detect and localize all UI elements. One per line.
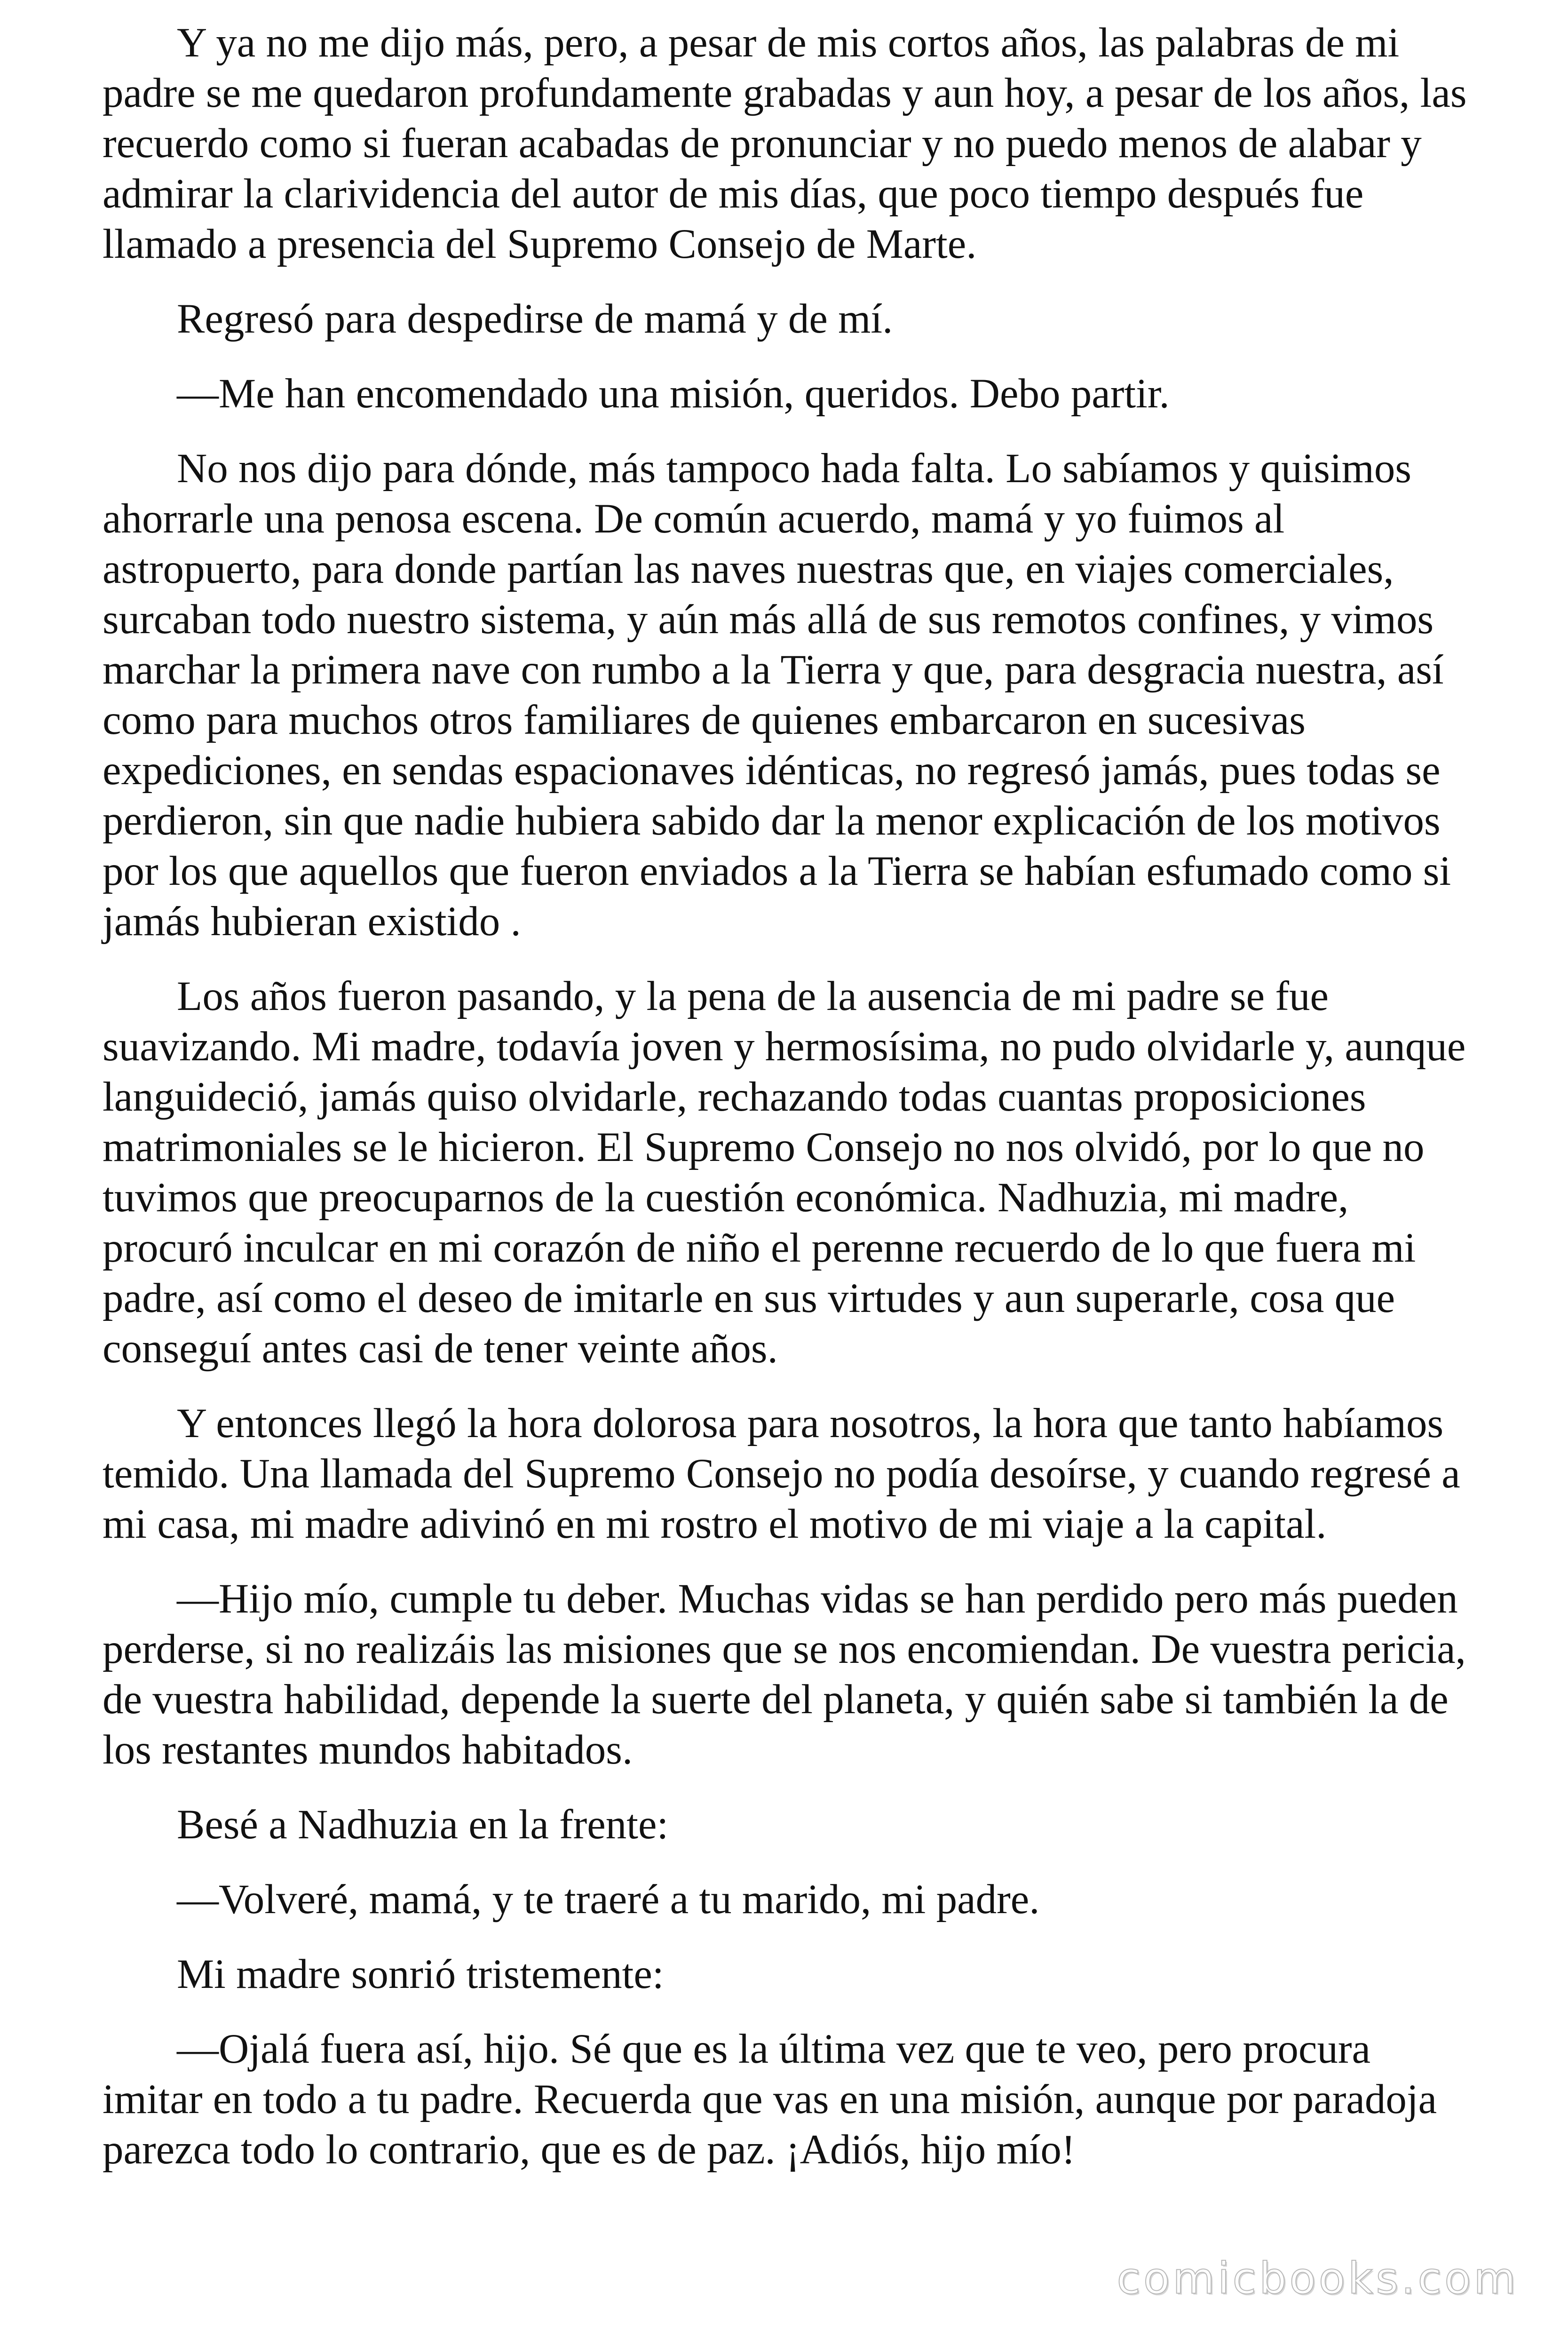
- paragraph: Los años fueron pasando, y la pena de la ausencia de mi padre se fue suavizando. Mi madre, todavía joven y hermosísima, no pudo olvidarle y, aunque languideció, jamás quiso olvidarle, rechazando todas cuantas proposiciones matrimoniales se le hicieron. El Supremo Consejo no nos olvidó, por lo que no tuvimos que preocuparnos de la cuestión económica. Nadhuzia, mi madre, procuró inculcar en mi corazón de niño el perenne recuerdo de lo que fuera mi padre, así como el deseo de imitarle en sus virtudes y aun superarle, cosa que conseguí antes casi de tener veinte años.: [103, 973, 1466, 1372]
- paragraph: Y entonces llegó la hora dolorosa para nosotros, la hora que tanto habíamos temido. Una llamada del Supremo Consejo no podía desoírse, y cuando regresé a mi casa, mi madre adivinó en mi rostro el motivo de mi viaje a la capital.: [103, 1400, 1460, 1547]
- paragraph: —Ojalá fuera así, hijo. Sé que es la última vez que te veo, pero procura imitar en todo a tu padre. Recuerda que vas en una misión, aunque por paradoja parezca todo lo contrario, que es de paz. ¡Adiós, hijo mío!: [103, 2026, 1437, 2173]
- paragraph: Y ya no me dijo más, pero, a pesar de mis cortos años, las palabras de mi padre se me quedaron profundamente grabadas y aun hoy, a pesar de los años, las recuerdo como si fueran acabadas de pronunciar y no puedo menos de alabar y admirar la clarividencia del autor de mis días, que poco tiempo después fue llamado a presencia del Supremo Consejo de Marte.: [103, 20, 1467, 267]
- watermark: comicbooks.com: [1117, 2253, 1519, 2304]
- paragraph: —Volveré, mamá, y te traeré a tu marido, mi padre.: [177, 1876, 1040, 1923]
- page-body: [103, 18, 1469, 2200]
- paragraph: —Hijo mío, cumple tu deber. Muchas vidas se han perdido pero más pueden perderse, si no realizáis las misiones que se nos encomiendan. De vuestra pericia, de vuestra habilidad, depende la suerte del planeta, y quién sabe si también la de los restantes mundos habitados.: [103, 1576, 1466, 1773]
- paragraph: Besé a Nadhuzia en la frente:: [177, 1802, 669, 1848]
- paragraph: —Me han encomendado una misión, queridos. Debo partir.: [177, 371, 1170, 417]
- paragraph: Mi madre sonrió tristemente:: [177, 1951, 664, 1997]
- paragraph: Regresó para despedirse de mamá y de mí.: [177, 296, 893, 342]
- paragraph: No nos dijo para dónde, más tampoco hada falta. Lo sabíamos y quisimos ahorrarle una penosa escena. De común acuerdo, mamá y yo fuimos al astropuerto, para donde partían las naves nuestras que, en viajes comerciales, surcaban todo nuestro sistema, y aún más allá de sus remotos confines, y vimos marchar la primera nave con rumbo a la Tierra y que, para desgracia nuestra, así como para muchos otros familiares de quienes embarcaron en sucesivas expediciones, en sendas espacionaves idénticas, no regresó jamás, pues todas se perdieron, sin que nadie hubiera sabido dar la menor explicación de los motivos por los que aquellos que fueron enviados a la Tierra se habían esfumado como si jamás hubieran existido .: [103, 445, 1451, 945]
